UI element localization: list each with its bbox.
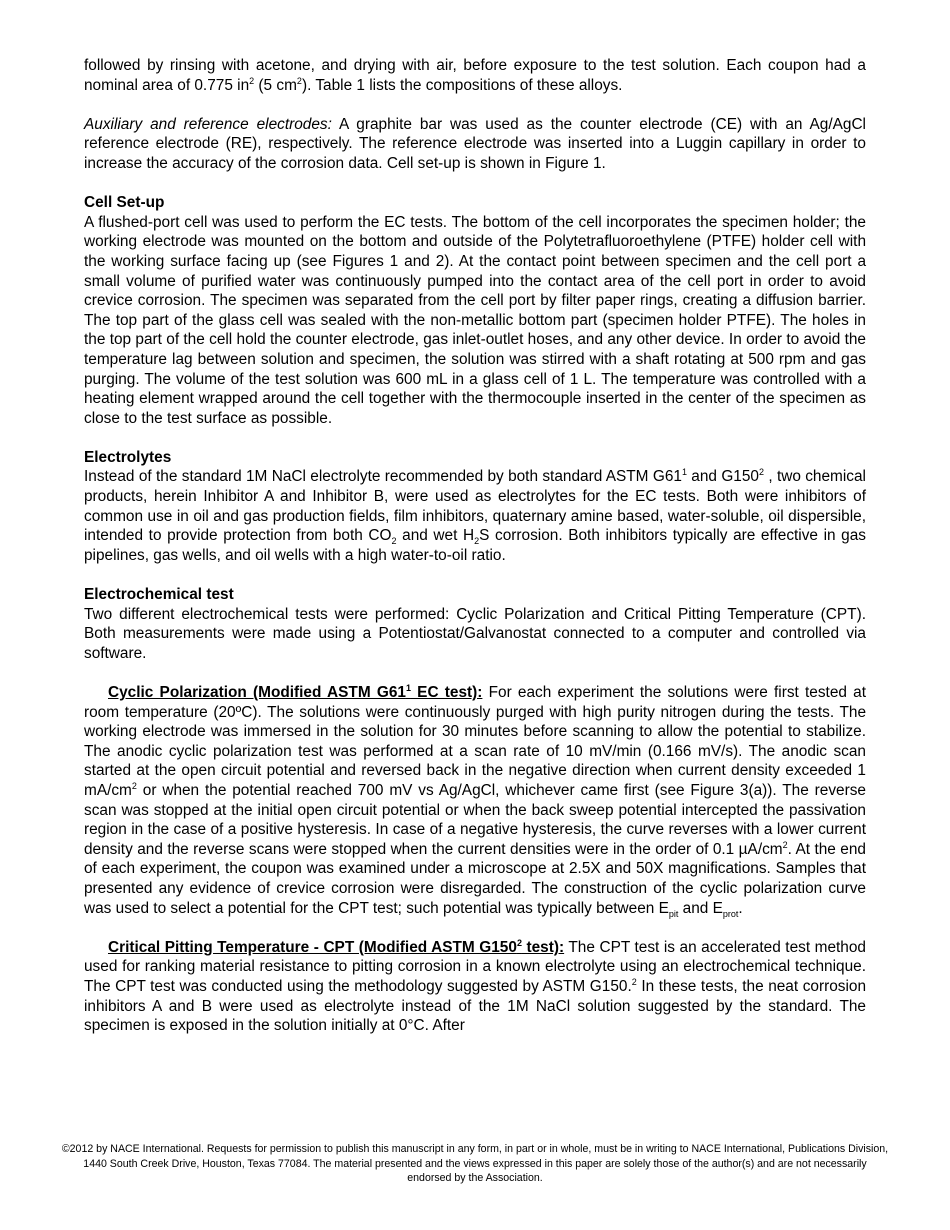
cpt-text: In these tests, the neat corrosion inhibitors A and B were used as electrolyte instead of the 1M NaCl solution suggested by the standard. The specimen is exposed in the solution initially at 0°C. After <box>84 977 866 1035</box>
auxiliary-electrodes-paragraph <box>84 115 866 174</box>
electrochemical-test-paragraph: Two different electrochemical tests were performed: Cyclic Polarization and Critical Pitting Temperature (CPT). Both measurements were made using a Potentiostat/Galvanostat connected to a computer and controlled via software. <box>84 605 866 662</box>
electrolytes-text: and G150 <box>686 468 759 486</box>
cpt-label <box>108 939 564 956</box>
label-text: EC test): <box>410 684 483 701</box>
cyclic-text: . At the end of each experiment, the coupon was examined under a microscope at 2.5X and 50X magnifications. Samples that presented any evidence of crevice corrosion were disregarded. The construction of the cyclic polarization curve was used to select a potential for the CPT test; such potential was typically between E <box>84 840 866 917</box>
electrolytes-text: and wet H <box>396 527 475 545</box>
auxiliary-electrodes-text: A graphite bar was used as the counter electrode (CE) with an Ag/AgCl reference electrode (RE), respectively. The reference electrode was inserted into a Luggin capillary in order to increase the accuracy of the corrosion data. Cell set-up is shown in Figure 1. <box>84 115 866 172</box>
cpt-text: The CPT test is an accelerated test method used for ranking material resistance to pitting corrosion in a known electrolyte using an electrochemical technique. The CPT test was conducted using the methodology suggested by ASTM G150. <box>84 938 866 995</box>
subscript: 2 <box>474 536 480 547</box>
superscript: 2 <box>131 780 137 791</box>
intro-paragraph <box>84 56 866 95</box>
electrolytes-text: Instead of the standard 1M NaCl electrolyte recommended by both standard ASTM G61 <box>84 468 682 486</box>
cpt-paragraph <box>84 938 866 1036</box>
cyclic-polarization-label <box>108 684 482 701</box>
subscript: pit <box>668 908 679 919</box>
cell-setup-paragraph: A flushed-port cell was used to perform the EC tests. The bottom of the cell incorporates the specimen holder; the working electrode was mounted on the bottom and outside of the Polytetrafluoroethylene (PTFE) holder cell with the working surface facing up (see Figures 1 and 2). At the contact point between specimen and the cell port a small volume of purified water was continuously pumped into the contact area of the cell port in order to avoid crevice corrosion. The specimen was separated from the cell port by filter paper rings, creating a diffusion barrier. The top part of the glass cell was sealed with the non-metallic bottom part (specimen holder PTFE). The holes in the top part of the cell hold the counter electrode, gas inlet-outlet hoses, and any other device. In order to avoid the temperature lag between solution and specimen, the solution was stirred with a shaft rotating at 500 rpm and gas purging. The volume of the test solution was 600 mL in a glass cell of 1 L. The temperature was controlled with a heating element wrapped around the cell together with the thermocouple inserted in the center of the specimen as close to the test surface as possible. <box>84 213 866 427</box>
superscript: 2 <box>296 75 302 86</box>
label-text: Critical Pitting Temperature - CPT (Modified ASTM G150 <box>108 938 517 956</box>
subscript: prot <box>722 908 739 919</box>
page-body <box>84 56 866 1036</box>
auxiliary-electrodes-label: Auxiliary and reference electrodes: <box>84 115 332 133</box>
intro-text-c: ). Table 1 lists the compositions of these alloys. <box>301 76 623 94</box>
reference-number: 1 <box>405 682 411 693</box>
electrolytes-text: , two chemical products, herein Inhibitor A and Inhibitor B, were used as electrolytes for the EC tests. Both were inhibitors of common use in oil and gas production fields, film inhibitors, quaternary amine based, water-soluble, oil dispersible, intended to provide protection from both CO <box>84 468 866 545</box>
subscript: 2 <box>391 536 397 547</box>
cyclic-text: For each experiment the solutions were first tested at room temperature (20ºC). The solutions were continuously purged with high purity nitrogen during the tests. The working electrode was immersed in the solution for 30 minutes before scanning to allow the potential to stabilize. The anodic cyclic polarization test was performed at a scan rate of 10 mV/min (0.166 mV/s). The anodic scan started at the open circuit potential and reversed back in the negative direction when current density exceeded 1 mA/cm <box>84 684 866 799</box>
reference-number: 2 <box>516 937 522 948</box>
cyclic-text: . <box>738 899 743 917</box>
intro-text-b: (5 cm <box>254 76 297 94</box>
reference-number: 1 <box>681 467 687 478</box>
cyclic-text: and E <box>678 899 723 917</box>
label-text: Cyclic Polarization (Modified ASTM G61 <box>108 684 406 701</box>
electrolytes-heading: Electrolytes <box>84 448 172 466</box>
copyright-footer: ©2012 by NACE International. Requests for permission to publish this manuscript in any form, in part or in whole, must be in writing to NACE International, Publications Division, 1440 South Creek Drive, Houston, Texas 77084. The material presented and the views expressed in this paper are solely those of the author(s) and are not necessarily endorsed by the Association. <box>61 1143 889 1184</box>
label-text: test): <box>521 938 565 956</box>
cyclic-text: or when the potential reached 700 mV vs Ag/AgCl, whichever came first (see Figure 3(a)). The reverse scan was stopped at the initial open circuit potential or when the back sweep potential intercepted the passivation region in the case of a positive hysteresis. In case of a negative hysteresis, the curve reverses with a lower current density and the reverse scans were stopped when the current densities were in the order of 0.1 µA/cm <box>84 781 866 858</box>
superscript: 2 <box>782 839 788 850</box>
reference-number: 2 <box>631 976 637 987</box>
cell-setup-heading: Cell Set-up <box>84 194 165 212</box>
cyclic-polarization-paragraph <box>84 683 866 918</box>
intro-text-a: followed by rinsing with acetone, and drying with air, before exposure to the test solution. Each coupon had a nominal area of 0.775 in <box>84 57 866 94</box>
superscript: 2 <box>249 75 255 86</box>
electrochemical-test-heading: Electrochemical test <box>84 586 234 604</box>
electrolytes-paragraph <box>84 467 866 565</box>
reference-number: 2 <box>758 467 764 478</box>
electrolytes-text: S corrosion. Both inhibitors typically are effective in gas pipelines, gas wells, and oil wells with a high water-to-oil ratio. <box>84 527 866 564</box>
